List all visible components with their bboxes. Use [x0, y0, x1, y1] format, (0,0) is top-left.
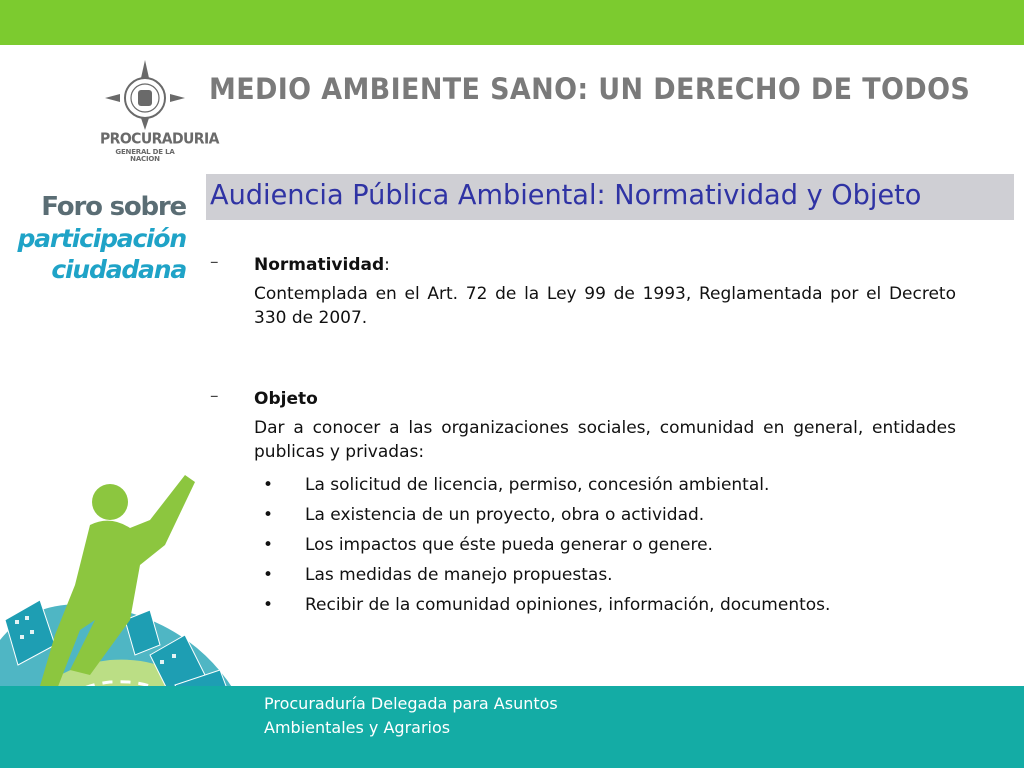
logo-line1: PROCURADURIA — [100, 130, 219, 148]
dash-marker: – — [210, 252, 219, 272]
section-heading — [254, 252, 960, 278]
footer-line1: Procuraduría Delegada para Asuntos — [264, 694, 558, 713]
list-item: • Recibir de la comunidad opiniones, información, documentos. — [263, 595, 831, 615]
heading-text: Normatividad — [254, 255, 385, 275]
section-text: Contemplada en el Art. 72 de la Ley 99 de 1993, Reglamentada por el Decreto 330 de 2007. — [254, 284, 956, 328]
list-item-text: Los impactos que éste pueda generar o genere. — [305, 535, 713, 555]
forum-line3: ciudadana — [51, 255, 186, 284]
section-heading: Objeto — [254, 389, 318, 409]
forum-brand — [0, 192, 186, 285]
section-text: Dar a conocer a las organizaciones sociales, comunidad en general, entidades publicas y privadas: — [254, 418, 956, 462]
forum-line2: participación — [17, 224, 186, 253]
top-accent-bar — [0, 0, 1024, 45]
list-item-text: Recibir de la comunidad opiniones, información, documentos. — [305, 595, 831, 615]
list-item: • Las medidas de manejo propuestas. — [263, 565, 613, 585]
footer-text — [264, 692, 558, 740]
dash-marker: – — [210, 386, 219, 406]
logo-text — [100, 130, 219, 163]
forum-line1: Foro sobre — [41, 192, 186, 222]
slide-body — [210, 252, 960, 620]
list-item: • La existencia de un proyecto, obra o actividad. — [263, 505, 705, 525]
objective-list — [210, 470, 960, 620]
heading-colon: : — [384, 255, 390, 275]
section-normatividad — [210, 252, 960, 330]
footer-line2: Ambientales y Agrarios — [264, 718, 451, 737]
logo-line2: GENERAL DE LA NACION — [115, 148, 175, 163]
list-item: • La solicitud de licencia, permiso, concesión ambiental. — [263, 475, 770, 495]
list-item-text: La solicitud de licencia, permiso, concesión ambiental. — [305, 475, 770, 495]
section-objeto — [210, 386, 960, 620]
slide-subtitle: Audiencia Pública Ambiental: Normatividad y Objeto — [210, 178, 922, 211]
page-title: MEDIO AMBIENTE SANO: UN DERECHO DE TODOS — [209, 72, 971, 106]
list-item-text: Las medidas de manejo propuestas. — [305, 565, 613, 585]
list-item: • Los impactos que éste pueda generar o genere. — [263, 535, 713, 555]
list-item-text: La existencia de un proyecto, obra o actividad. — [305, 505, 705, 525]
